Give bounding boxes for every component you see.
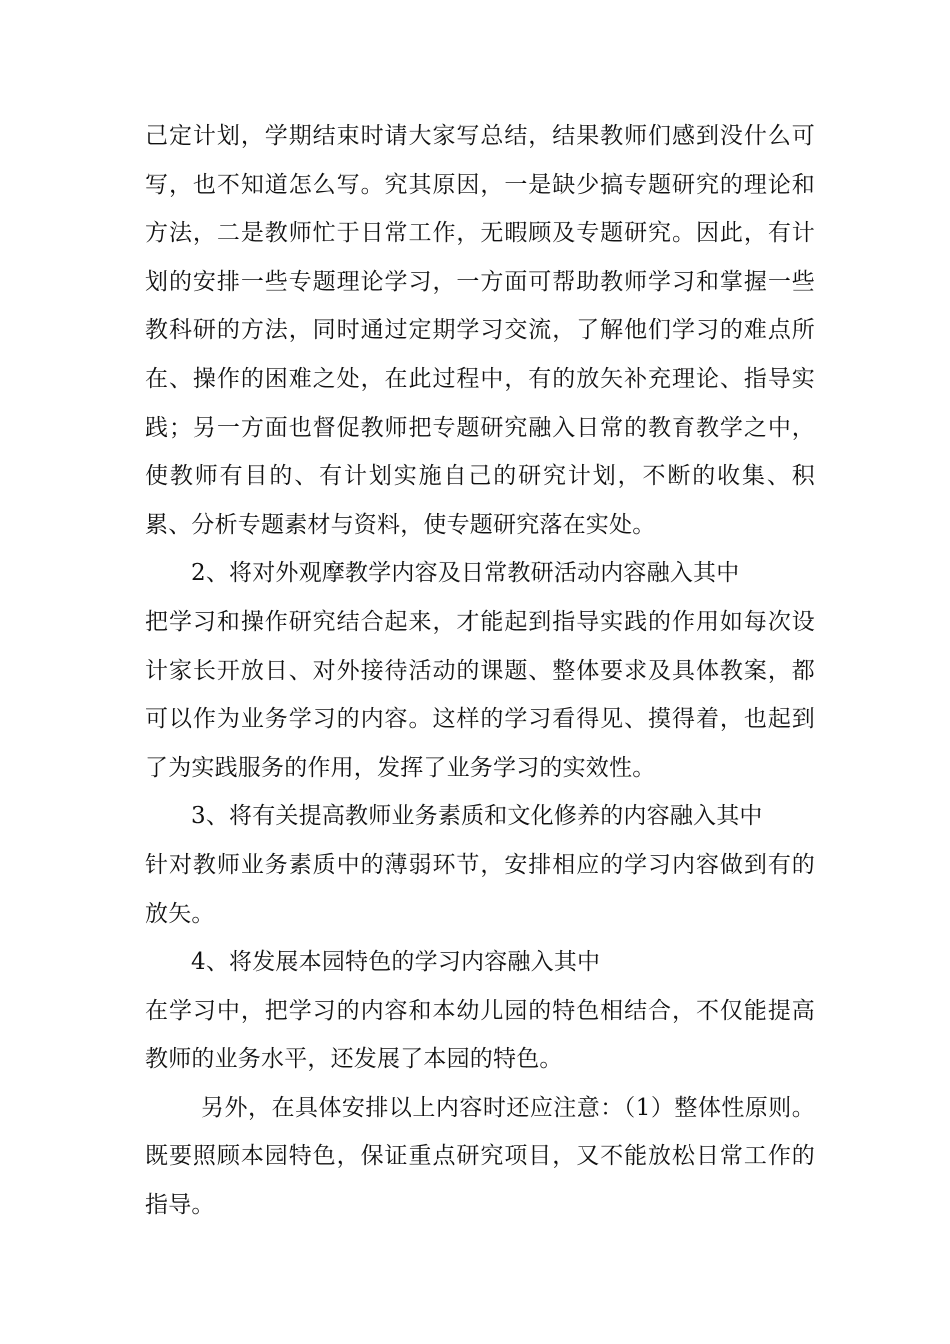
heading-item-3: 3、将有关提高教师业务素质和文化修养的内容融入其中 (191, 803, 763, 830)
document-body (145, 112, 815, 1230)
paragraph-item-2: 把学习和操作研究结合起来，才能起到指导实践的作用如每次设计家长开放日、对外接待活动的课题、整体要求及具体教案，都可以作为业务学习的内容。这样的学习看得见、摸得着，也起到了为实践服务的作用，发挥了业务学习的实效性。 (145, 608, 815, 781)
heading-item-4: 4、将发展本园特色的学习内容融入其中 (191, 949, 601, 976)
paragraph-plan-summary: 己定计划，学期结束时请大家写总结，结果教师们感到没什么可写，也不知道怎么写。究其原因，一是缺少搞专题研究的理论和方法，二是教师忙于日常工作，无暇顾及专题研究。因此，有计划的安排一些专题理论学习，一方面可帮助教师学习和掌握一些教科研的方法，同时通过定期学习交流，了解他们学习的难点所在、操作的困难之处，在此过程中，有的放矢补充理论、指导实践；另一方面也督促教师把专题研究融入日常的教育教学之中，使教师有目的、有计划实施自己的研究计划，不断的收集、积累、分析专题素材与资料，使专题研究落在实处。 (145, 123, 815, 538)
paragraph-item-4: 在学习中，把学习的内容和本幼儿园的特色相结合，不仅能提高教师的业务水平，还发展了本园的特色。 (145, 997, 815, 1073)
paragraph-additional-notes: 另外，在具体安排以上内容时还应注意：（1）整体性原则。既要照顾本园特色，保证重点研究项目，又不能放松日常工作的指导。 (145, 1094, 815, 1219)
heading-item-2: 2、将对外观摩教学内容及日常教研活动内容融入其中 (191, 560, 740, 587)
paragraph-item-3: 针对教师业务素质中的薄弱环节，安排相应的学习内容做到有的放矢。 (145, 851, 815, 927)
